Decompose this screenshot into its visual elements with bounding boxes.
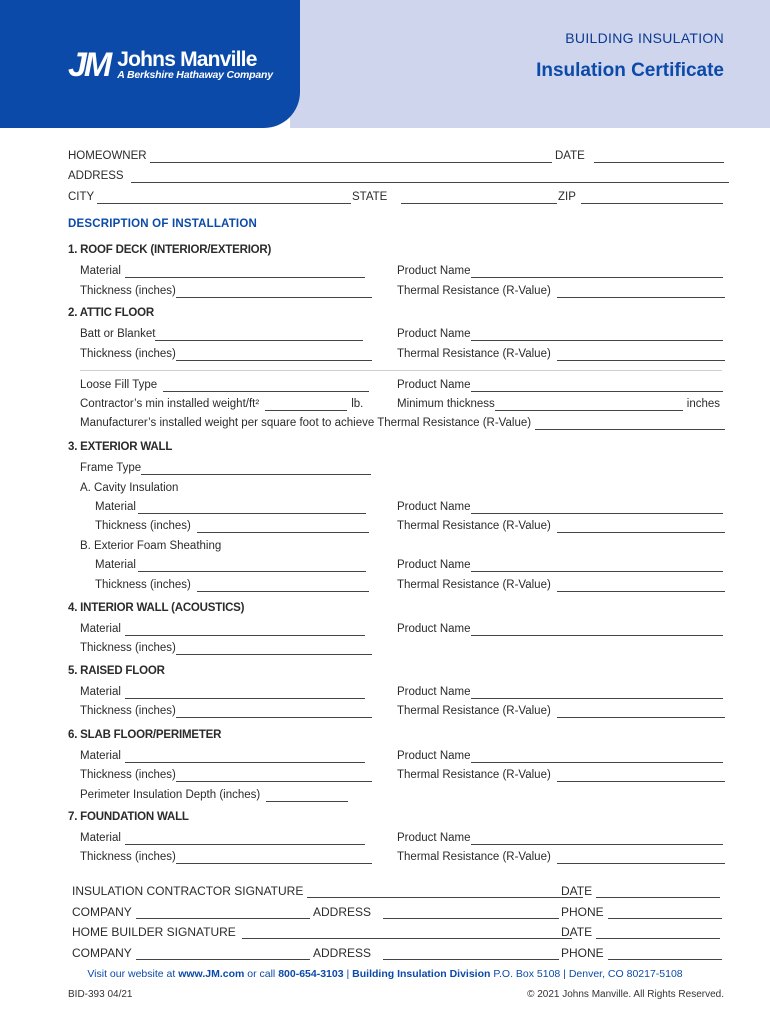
cavity-thickness-row (95, 519, 369, 533)
zip-row (558, 190, 723, 204)
min-thickness-row (397, 397, 720, 411)
foundation-product-row (397, 831, 723, 845)
homeowner-row (68, 149, 552, 163)
cavity-material-field[interactable] (138, 502, 366, 514)
slab-product-field[interactable] (471, 751, 723, 763)
cavity-thermal-field[interactable] (557, 521, 725, 533)
city-field[interactable] (97, 192, 351, 204)
city-label: CITY (68, 191, 94, 203)
foundation-material-row (80, 831, 365, 845)
foam-material-field[interactable] (138, 560, 366, 572)
section-exterior-wall: 3. EXTERIOR WALL (68, 441, 173, 453)
johns-manville-logo (68, 48, 273, 82)
attic-thermal-row (397, 347, 725, 361)
perimeter-depth-row (80, 788, 348, 802)
footer-separator: | (346, 968, 350, 980)
loose-product-row (397, 378, 723, 392)
contractor-phone-field[interactable] (608, 907, 722, 919)
division-name: Building Insulation Division (352, 968, 491, 980)
cavity-material-row (95, 500, 366, 514)
interior-thickness-row (80, 641, 372, 655)
attic-batt-field[interactable] (155, 329, 363, 341)
contractor-address-field[interactable] (383, 907, 559, 919)
lb-unit: lb. (351, 398, 364, 410)
cavity-thermal-row (397, 519, 725, 533)
inches-unit: inches (686, 398, 721, 410)
slab-thickness-row (80, 768, 372, 782)
attic-product-row (397, 327, 723, 341)
homeowner-label: HOMEOWNER (68, 150, 147, 162)
raised-product-row (397, 685, 723, 699)
company-label: COMPANY (72, 905, 132, 919)
foundation-product-field[interactable] (471, 833, 723, 845)
contractor-address-row (313, 905, 559, 919)
material-label: Material (80, 623, 121, 635)
foundation-thermal-field[interactable] (557, 852, 725, 864)
section-roof-deck: 1. ROOF DECK (INTERIOR/EXTERIOR) (68, 244, 272, 256)
divider (80, 370, 722, 371)
footer-visit-text: Visit our website at (87, 968, 176, 980)
thickness-label: Thickness (inches) (95, 579, 191, 591)
roof-product-field[interactable] (471, 266, 723, 278)
foam-thickness-field[interactable] (197, 580, 369, 592)
builder-phone-field[interactable] (608, 948, 722, 960)
builder-company-field[interactable] (136, 948, 310, 960)
state-label: STATE (352, 191, 388, 203)
product-name-label: Product Name (397, 686, 471, 698)
contractor-signature-row (72, 884, 583, 898)
product-name-label: Product Name (397, 379, 471, 391)
footer-call-text: or call (247, 968, 276, 980)
category-label: BUILDING INSULATION (565, 30, 724, 46)
loose-product-field[interactable] (471, 380, 723, 392)
roof-material-row (80, 264, 365, 278)
thickness-label: Thickness (inches) (80, 285, 176, 297)
phone-label: PHONE (561, 946, 604, 960)
material-label: Material (95, 501, 136, 513)
contractor-date-field[interactable] (596, 886, 720, 898)
cavity-product-field[interactable] (471, 502, 723, 514)
foam-material-row (95, 558, 366, 572)
logo-name: Johns Manville (117, 47, 257, 71)
product-name-label: Product Name (397, 501, 471, 513)
builder-date-field[interactable] (596, 927, 720, 939)
website-link[interactable]: www.JM.com (178, 968, 245, 980)
thermal-label: Thermal Resistance (R-Value) (397, 285, 551, 297)
perimeter-depth-field[interactable] (266, 790, 348, 802)
builder-address-field[interactable] (383, 948, 559, 960)
slab-material-row (80, 749, 365, 763)
interior-product-row (397, 622, 723, 636)
foam-product-row (397, 558, 723, 572)
logo-subtitle: A Berkshire Hathaway Company (117, 68, 273, 81)
thermal-label: Thermal Resistance (R-Value) (397, 579, 551, 591)
address-field[interactable] (131, 171, 729, 183)
attic-batt-row (80, 327, 363, 341)
company-label: COMPANY (72, 946, 132, 960)
raised-material-field[interactable] (125, 687, 365, 699)
zip-label: ZIP (558, 191, 576, 203)
raised-material-row (80, 685, 365, 699)
foam-heading (80, 539, 221, 553)
material-label: Material (95, 559, 136, 571)
frame-type-row (80, 461, 371, 475)
thickness-label: Thickness (inches) (95, 520, 191, 532)
state-field[interactable] (401, 192, 557, 204)
cavity-heading (80, 481, 178, 495)
state-row (352, 190, 557, 204)
phone-link[interactable]: 800-654-3103 (278, 968, 344, 980)
cavity-product-row (397, 500, 723, 514)
frame-type-field[interactable] (141, 463, 371, 475)
min-thickness-label: Minimum thickness (397, 398, 495, 410)
contractor-phone-row (561, 905, 722, 919)
foam-label: B. Exterior Foam Sheathing (80, 540, 222, 552)
address-label: ADDRESS (313, 905, 372, 919)
thermal-label: Thermal Resistance (R-Value) (397, 348, 551, 360)
section-interior-wall: 4. INTERIOR WALL (ACOUSTICS) (68, 602, 245, 614)
loose-fill-row (80, 378, 369, 392)
thickness-label: Thickness (inches) (80, 769, 176, 781)
builder-phone-row (561, 946, 722, 960)
attic-product-field[interactable] (471, 329, 723, 341)
raised-thermal-row (397, 704, 725, 718)
manufacturer-label: Manufacturer’s installed weight per square foot to achieve Thermal Resistance (R-Value) (80, 417, 532, 429)
raised-thickness-field[interactable] (176, 706, 372, 718)
roof-product-row (397, 264, 723, 278)
loose-fill-label: Loose Fill Type (80, 379, 158, 391)
attic-thickness-field[interactable] (176, 349, 372, 361)
footer-address: P.O. Box 5108 | Denver, CO 80217-5108 (493, 968, 683, 980)
date-label: DATE (561, 884, 593, 898)
foam-thickness-row (95, 578, 369, 592)
date-label: DATE (561, 925, 593, 939)
foundation-thickness-field[interactable] (176, 852, 372, 864)
manufacturer-weight-field[interactable] (535, 418, 725, 430)
section-slab-floor: 6. SLAB FLOOR/PERIMETER (68, 729, 222, 741)
footer-contact (0, 968, 770, 980)
contractor-weight-field[interactable] (265, 399, 347, 411)
contractor-min-label: Contractor’s min installed weight/ft² (80, 398, 260, 410)
interior-product-field[interactable] (471, 624, 723, 636)
frame-type-label: Frame Type (80, 462, 142, 474)
section-raised-floor: 5. RAISED FLOOR (68, 665, 165, 677)
roof-thickness-field[interactable] (176, 286, 372, 298)
zip-field[interactable] (581, 192, 723, 204)
foundation-thermal-row (397, 850, 725, 864)
product-name-label: Product Name (397, 623, 471, 635)
slab-thermal-row (397, 768, 725, 782)
interior-thickness-field[interactable] (176, 643, 372, 655)
interior-material-field[interactable] (125, 624, 365, 636)
address-row (68, 169, 729, 183)
contractor-signature-field[interactable] (307, 886, 583, 898)
loose-fill-field[interactable] (163, 380, 369, 392)
document-code: BID-393 04/21 (68, 989, 133, 1000)
cavity-label: A. Cavity Insulation (80, 482, 179, 494)
foam-thermal-field[interactable] (557, 580, 725, 592)
foundation-thickness-row (80, 850, 372, 864)
roof-material-field[interactable] (125, 266, 365, 278)
attic-thickness-row (80, 347, 372, 361)
min-thickness-field[interactable] (495, 399, 683, 411)
contractor-date-row (561, 884, 720, 898)
section-foundation-wall: 7. FOUNDATION WALL (68, 811, 189, 823)
foundation-material-field[interactable] (125, 833, 365, 845)
builder-signature-label: HOME BUILDER SIGNATURE (72, 925, 236, 939)
material-label: Material (80, 686, 121, 698)
foam-thermal-row (397, 578, 725, 592)
roof-thermal-field[interactable] (557, 286, 725, 298)
page-title: Insulation Certificate (536, 60, 724, 81)
material-label: Material (80, 832, 121, 844)
builder-date-row (561, 925, 720, 939)
manufacturer-weight-row (80, 416, 725, 430)
material-label: Material (80, 265, 121, 277)
thickness-label: Thickness (inches) (80, 348, 176, 360)
batt-label: Batt or Blanket (80, 328, 156, 340)
interior-material-row (80, 622, 365, 636)
builder-address-row (313, 946, 559, 960)
raised-thickness-row (80, 704, 372, 718)
address-label: ADDRESS (68, 170, 124, 182)
contractor-company-row (72, 905, 310, 919)
thickness-label: Thickness (inches) (80, 642, 176, 654)
product-name-label: Product Name (397, 832, 471, 844)
foam-product-field[interactable] (471, 560, 723, 572)
cavity-thickness-field[interactable] (197, 521, 369, 533)
material-label: Material (80, 750, 121, 762)
builder-company-row (72, 946, 310, 960)
homeowner-field[interactable] (150, 151, 552, 163)
phone-label: PHONE (561, 905, 604, 919)
logo-mark: JM (68, 46, 110, 84)
thermal-label: Thermal Resistance (R-Value) (397, 851, 551, 863)
product-name-label: Product Name (397, 750, 471, 762)
contractor-weight-row (80, 397, 363, 411)
raised-product-field[interactable] (471, 687, 723, 699)
thermal-label: Thermal Resistance (R-Value) (397, 705, 551, 717)
slab-material-field[interactable] (125, 751, 365, 763)
thickness-label: Thickness (inches) (80, 851, 176, 863)
copyright: © 2021 Johns Manville. All Rights Reserved. (527, 989, 724, 1000)
roof-thickness-row (80, 284, 372, 298)
section-attic-floor: 2. ATTIC FLOOR (68, 307, 154, 319)
contractor-company-field[interactable] (136, 907, 310, 919)
slab-product-row (397, 749, 723, 763)
perimeter-depth-label: Perimeter Insulation Depth (inches) (80, 789, 261, 801)
slab-thickness-field[interactable] (176, 770, 372, 782)
attic-thermal-field[interactable] (557, 349, 725, 361)
roof-thermal-row (397, 284, 725, 298)
address-label: ADDRESS (313, 946, 372, 960)
date-field[interactable] (594, 151, 724, 163)
date-label: DATE (555, 150, 585, 162)
thermal-label: Thermal Resistance (R-Value) (397, 520, 551, 532)
contractor-signature-label: INSULATION CONTRACTOR SIGNATURE (72, 884, 304, 898)
raised-thermal-field[interactable] (557, 706, 725, 718)
thermal-label: Thermal Resistance (R-Value) (397, 769, 551, 781)
thickness-label: Thickness (inches) (80, 705, 176, 717)
description-heading: DESCRIPTION OF INSTALLATION (68, 218, 257, 230)
product-name-label: Product Name (397, 559, 471, 571)
builder-signature-field[interactable] (242, 927, 572, 939)
date-row (555, 149, 724, 163)
product-name-label: Product Name (397, 328, 471, 340)
builder-signature-row (72, 925, 572, 939)
city-row (68, 190, 351, 204)
product-name-label: Product Name (397, 265, 471, 277)
slab-thermal-field[interactable] (557, 770, 725, 782)
